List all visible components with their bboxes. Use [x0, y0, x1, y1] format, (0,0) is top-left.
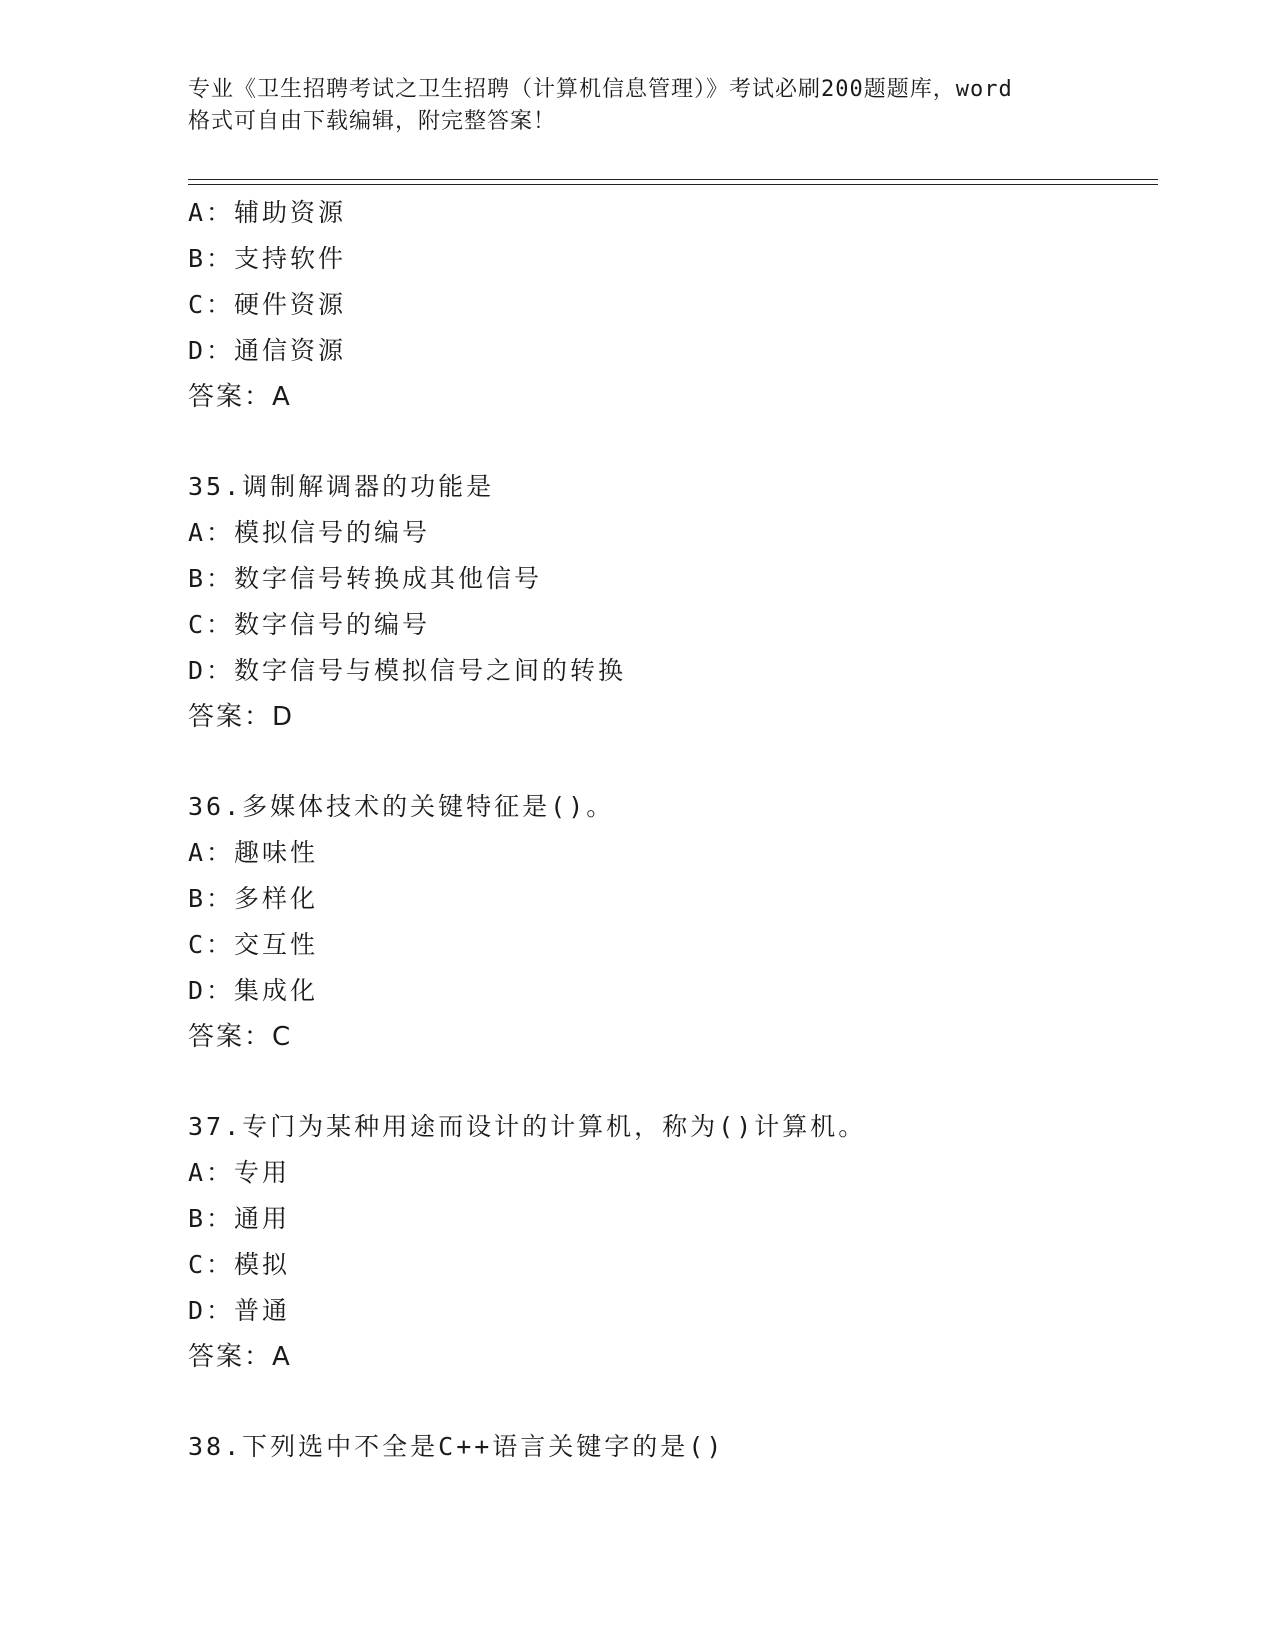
option-d: D：通信资源: [188, 336, 347, 365]
option-c: C：数字信号的编号: [188, 610, 431, 639]
question-stem: 38.下列选中不全是C++语言关键字的是(): [188, 1432, 725, 1461]
option-c: C：硬件资源: [188, 290, 347, 319]
answer-line: 答案：A: [188, 1342, 292, 1372]
option-d: D：集成化: [188, 976, 319, 1005]
answer-line: 答案：C: [188, 1022, 293, 1052]
question-35: [188, 464, 1168, 740]
question-37: [188, 1104, 1168, 1380]
question-38: [188, 1424, 1168, 1470]
header-divider-top: [188, 179, 1158, 180]
option-b: B：多样化: [188, 884, 319, 913]
question-stem: 37.专门为某种用途而设计的计算机，称为()计算机。: [188, 1112, 867, 1141]
option-d: D：数字信号与模拟信号之间的转换: [188, 656, 627, 685]
option-a: A：辅助资源: [188, 198, 347, 227]
option-a: A：趣味性: [188, 838, 319, 867]
question-stem: 35.调制解调器的功能是: [188, 472, 495, 501]
option-c: C：交互性: [188, 930, 319, 959]
answer-line: 答案：A: [188, 382, 292, 412]
header-divider-bottom: [188, 184, 1158, 185]
header-title-line-1: 专业《卫生招聘考试之卫生招聘（计算机信息管理）》考试必刷200题题库，word: [188, 77, 1013, 102]
answer-line: 答案：D: [188, 702, 295, 732]
option-a: A：专用: [188, 1158, 291, 1187]
option-b: B：通用: [188, 1204, 291, 1233]
question-34-continued: [188, 190, 1168, 420]
question-stem: 36.多媒体技术的关键特征是()。: [188, 792, 615, 821]
option-c: C：模拟: [188, 1250, 291, 1279]
option-b: B：数字信号转换成其他信号: [188, 564, 543, 593]
question-36: [188, 784, 1168, 1060]
option-b: B：支持软件: [188, 244, 347, 273]
option-d: D：普通: [188, 1296, 291, 1325]
option-a: A：模拟信号的编号: [188, 518, 431, 547]
header-title-line-2: 格式可自由下载编辑，附完整答案！: [188, 109, 557, 134]
question-list: [188, 190, 1168, 1470]
document-header: [188, 74, 1098, 138]
